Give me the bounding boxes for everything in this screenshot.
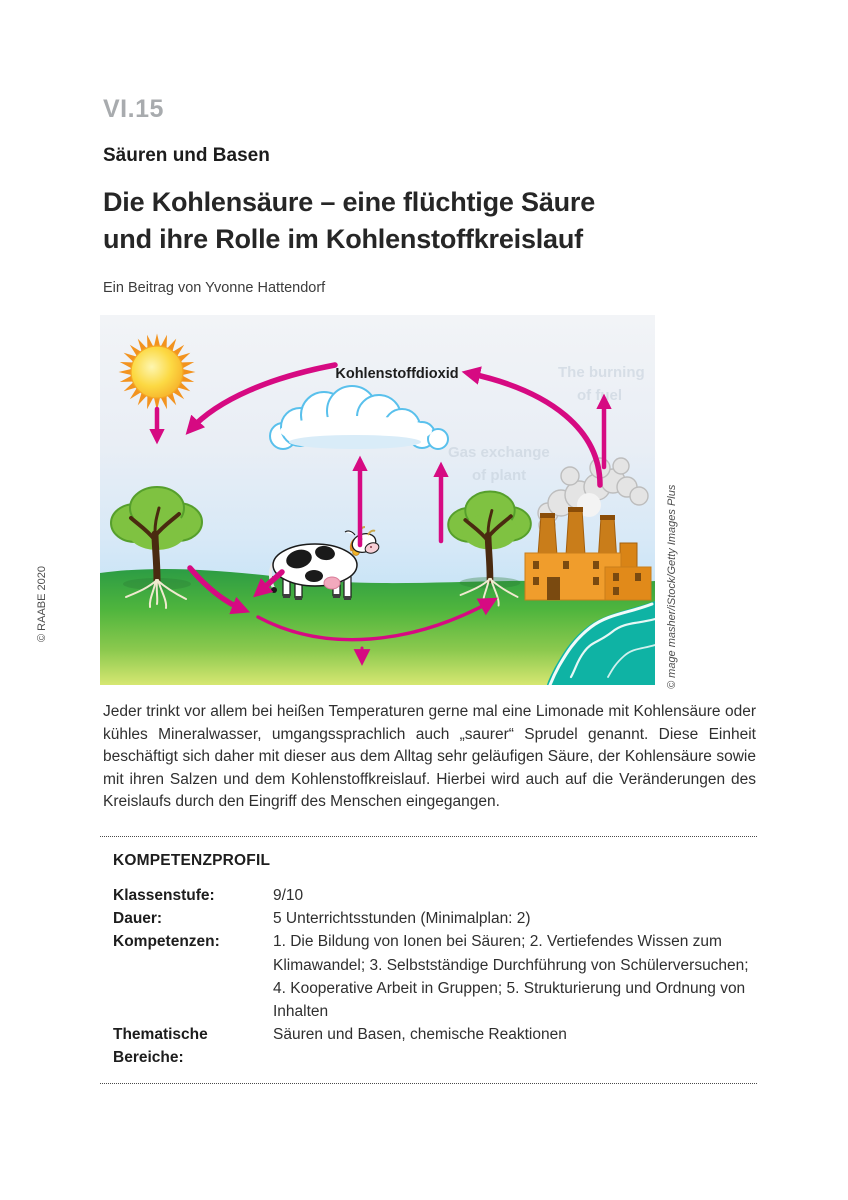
row-label: Thematische Bereiche: bbox=[113, 1026, 208, 1067]
image-credit: © mage masher/iStock/Getty Images Plus bbox=[666, 484, 678, 689]
ghost-text: of fuel bbox=[577, 387, 622, 404]
row-label: Klassenstufe: bbox=[113, 887, 215, 904]
intro-paragraph: Jeder trinkt vor allem bei heißen Temperaturen gerne mal eine Limonade mit Kohlensäure oder kühles Mineralwasser, umgangssprachlich auch „saurer“ Sprudel genannt. Diese Einheit beschäftigt sich daher mit dieser aus dem Alltag sehr geläufigen Säure, der Kohlensäure sowie mit ihren Salzen und dem Kohlenstoffkreislauf. Hierbei wird auch auf die Veränderungen des Kreislaufs durch den Eingriff des Menschen eingegangen. bbox=[103, 703, 756, 811]
row-value: Säuren und Basen, chemische Reaktionen bbox=[273, 1026, 567, 1044]
row-label: Kompetenzen: bbox=[113, 933, 220, 951]
profile-row-klassenstufe bbox=[113, 884, 757, 907]
ghost-text: Gas exchange bbox=[448, 444, 550, 461]
carbon-cycle-figure bbox=[100, 315, 655, 685]
row-value: 9/10 bbox=[273, 887, 304, 904]
profile-row-dauer bbox=[113, 907, 757, 930]
profile-row-kompetenzen bbox=[113, 930, 757, 1023]
category-label: Säuren und Basen bbox=[103, 145, 270, 166]
competence-profile-box bbox=[100, 836, 757, 1084]
page-title-line1: Die Kohlensäure – eine flüchtige Säure bbox=[103, 187, 596, 217]
carbon-cycle-svg bbox=[100, 315, 655, 685]
byline: Ein Beitrag von Yvonne Hattendorf bbox=[103, 280, 326, 296]
competence-profile-heading: KOMPETENZPROFIL bbox=[113, 852, 271, 869]
page-title bbox=[103, 184, 595, 258]
row-value: 1. Die Bildung von Ionen bei Säuren; 2. Vertiefendes Wissen zum Klimawandel; 3. Selbstständige Durchführung von Schülerversuchen; 4. Kooperative Arbeit in Gruppen; 5. Strukturierung und Ordnung von Inhalten bbox=[273, 933, 749, 1021]
sun-icon bbox=[119, 334, 196, 411]
page-title-line2: und ihre Rolle im Kohlenstoffkreislauf bbox=[103, 224, 583, 254]
row-value: 5 Unterrichtsstunden (Minimalplan: 2) bbox=[273, 910, 531, 928]
co2-label: Kohlenstoffdioxid bbox=[335, 366, 459, 382]
copyright-raabe: © RAABE 2020 bbox=[36, 566, 48, 642]
profile-row-thematische-bereiche bbox=[113, 1023, 757, 1069]
ghost-text: The burning bbox=[558, 364, 645, 381]
ghost-text: of plant bbox=[472, 467, 527, 484]
row-label: Dauer: bbox=[113, 910, 163, 928]
page-code: VI.15 bbox=[103, 95, 164, 123]
